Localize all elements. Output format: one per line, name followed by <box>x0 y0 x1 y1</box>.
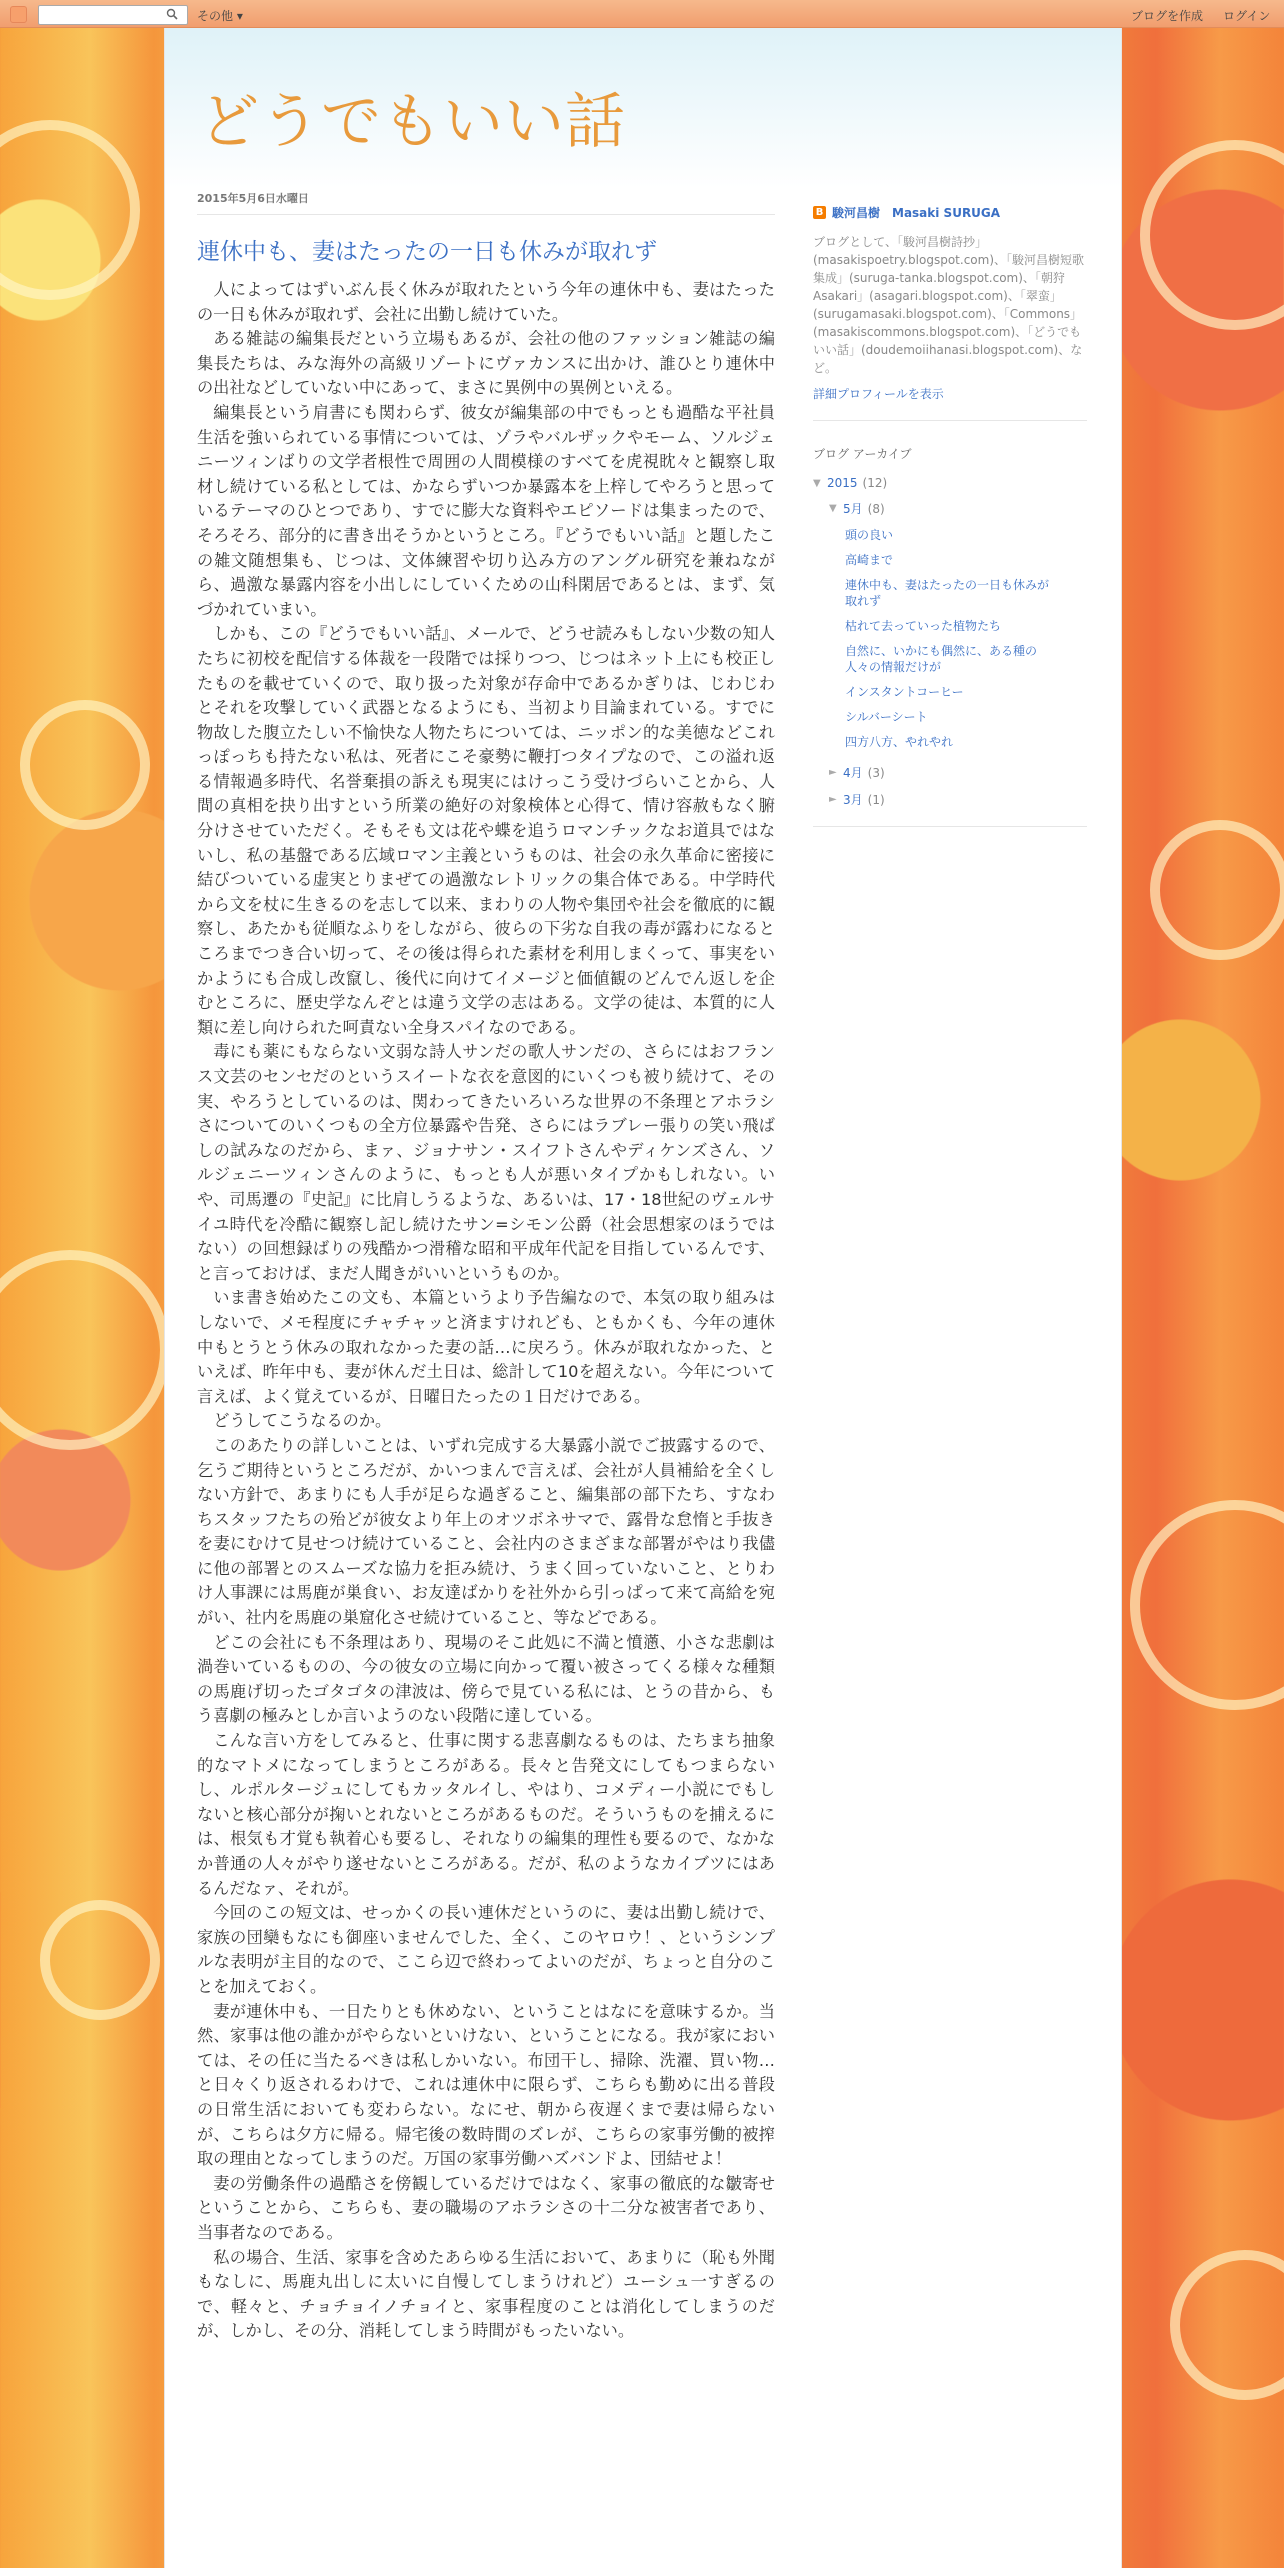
post-paragraph: しかも、この『どうでもいい話』、メールで、どうせ読みもしない少数の知人たちに初校を配信する体裁を一段階では採りつつ、じつはネット上にも校正したものを載せていくので、取り扱った対象が存命中であるかぎりは、じわじわとそれを攻撃していく武器となるようにも、当初より目論まれている。すでに物故した腹立たしい不愉快な人物たちについては、ニッポン的な美徳などこれっぽっちも持たない私は、死者にこそ豪勢に鞭打つタイプなので、この溢れ返る情報過多時代、名誉棄損の訴えも現実にはけっこう受けづらいことから、人間の真相を抉り出すという所業の絶好の対象検体と心得て、情け容赦もなく腑分けさせていただく。そもそも文は花や蝶を追うロマンチックなお道具ではないし、私の基盤である広域ロマン主義というものは、社会の永久革命に密接に結びついている虚実とりまぜての過激なレトリックの集合体である。中学時代から文を杖に生きるのを志して以来、まわりの人物や集団や社会を徹底的に観察し、あたかも従順なふりをしながら、彼らの下劣な自我の毒が露わになるところまでつき合い切って、その後は得られた素材を利用しまくって、事実をいかようにも合成し改竄し、後代に向けてイメージと価値観のどんでん返しを企むところに、歴史学なんぞとは違う文学の志はある。文学の徒は、本質的に人類に差し向けられた呵責ない全身スパイなのである。 <box>197 624 775 1037</box>
background-swirl <box>0 1250 170 1450</box>
post-paragraph: いま書き始めたこの文も、本篇というより予告編なので、本気の取り組みはしないで、メモ程度にチャチャッと済ますけれども、ともかくも、今年の連休中もとうとう休みの取れなかった妻の話…に戻ろう。休みが取れなかった、といえば、昨年中も、妻が休んだ土日は、総計して10を超えない。今年について言えば、よく覚えているが、日曜日たったの１日だけである。 <box>197 1288 775 1406</box>
divider <box>813 826 1087 827</box>
archive-post-link[interactable]: 枯れて去っていった植物たち <box>845 619 1002 633</box>
blogger-navbar <box>0 0 1284 28</box>
archive-month-april[interactable] <box>829 764 1087 781</box>
profile-name[interactable] <box>813 204 1087 221</box>
archive-post-link[interactable]: 自然に、いかにも偶然に、ある種の人々の情報だけが <box>845 644 1038 674</box>
archive-count: (3) <box>867 765 885 780</box>
archive-count: (1) <box>867 792 885 807</box>
post-paragraph: どこの会社にも不条理はあり、現場のそこ此処に不満と憤懣、小さな悲劇は渦巻いているものの、今の彼女の立場に向かって覆い被さってくる様々な種類の馬鹿げ切ったゴタゴタの津波は、傍らで見ている私には、とうの昔から、もう喜劇の極みとしか言いようのない段階に達している。 <box>197 1632 775 1726</box>
blogger-icon: B <box>813 206 826 219</box>
post-paragraph: 毒にも薬にもならない文弱な詩人サンだの歌人サンだの、さらにはおフランス文芸のセンセだのというスイートな衣を意図的にいくつも被り続けて、その実、やろうとしているのは、関わってきたいろいろな世界の不条理とアホラシさについてのいくつもの全方位暴露や告発、さらにはラブレー張りの笑い飛ばしの試みなのだから、まァ、ジョナサン・スイフトさんやディケンズさん、ソルジェニーツィンさんのように、もっとも人が悪いタイプかもしれない。いや、司馬遷の『史記』に比肩しうるような、あるいは、17・18世紀のヴェルサイユ時代を冷酷に観察し記し続けたサン=シモン公爵（社会思想家のほうではない）の回想録ばりの残酷かつ滑稽な昭和平成年代記を目指しているんです、と言っておけば、まだ人聞きがいいというものか。 <box>197 1042 775 1283</box>
profile-description: ブログとして、「駿河昌樹詩抄」(masakispoetry.blogspot.com)、「駿河昌樹短歌集成」(suruga-tanka.blogspot.com)、「朝狩Asakari」(asagari.blogspot.com)、「翠蛮」(surugamasaki.blogspot.com)、「Commons」(masakiscommons.blogspot.com)、「どうでもいい話」(doudemoiihanasi.blogspot.com)、など。 <box>813 235 1085 375</box>
post-paragraph: こんな言い方をしてみると、仕事に関する悲喜劇なるものは、たちまち抽象的なマトメになってしまうところがある。長々と告発文にしてもつまらないし、ルポルタージュにしてもカッタルイし、やはり、コメディー小説にでもしないと核心部分が掬いとれないところがあるものだ。そういうものを捕えるには、根気も才覚も執着心も要るし、それなりの編集的理性も要るので、なかなか普通の人々がやり遂せないところがある。だが、私のようなカイブツにはあるんだなァ、それが。 <box>197 1731 775 1898</box>
background-swirl <box>1170 2250 1284 2400</box>
background-swirl <box>1140 140 1284 330</box>
archive-post-link[interactable]: 四方八方、やれやれ <box>845 735 954 749</box>
view-profile-link[interactable]: 詳細プロフィールを表示 <box>813 387 944 401</box>
archive-post-link[interactable]: 高崎まで <box>845 553 894 567</box>
archive-post-link[interactable]: 頭の良い <box>845 528 894 542</box>
background-swirl <box>1150 820 1284 960</box>
background-swirl <box>0 120 140 300</box>
post-paragraph: このあたりの詳しいことは、いずれ完成する大暴露小説でご披露するので、乞うご期待というところだが、かいつまんで言えば、会社が人員補給を全くしない方針で、あまりにも人手が足らな過ぎること、編集部の部下たち、すなわちスタッフたちの殆どが彼女より年上のオツボネサマで、露骨な怠惰と手抜きを妻にむけて見せつけ続けていること、会社内のさまざまな部署がやはり我儘に他の部署とのスムーズな協力を拒み続け、うまく回っていないこと、とりわけ人事課には馬鹿が巣食い、お友達ばかりを社外から引っぱって来て高給を宛がい、社内を馬鹿の巣窟化させ続けていること、等などである。 <box>197 1435 775 1628</box>
blog-container <box>164 28 1122 2568</box>
main-column <box>197 190 775 2344</box>
more-menu-label: その他 <box>197 9 234 23</box>
sidebar <box>813 204 1087 851</box>
blog-header <box>165 28 1121 188</box>
more-menu[interactable] <box>197 7 243 24</box>
background-swirl <box>40 1900 160 2020</box>
post-paragraph: 私の場合、生活、家事を含めたあらゆる生活において、あまりに（恥も外聞もなしに、馬鹿丸出しに太いに自慢してしまうけれど）ユーシュ一すぎるので、軽々と、チョチョイノチョイと、家事程度のことは消化してしまうのだが、しかし、その分、消耗してしまう時間がもったいない。 <box>197 2247 775 2341</box>
post-paragraph: 妻の労働条件の過酷さを傍観しているだけではなく、家事の徹底的な皺寄せということから、こちらも、妻の職場のアホラシさの十二分な被害者であり、当事者なのである。 <box>197 2173 775 2242</box>
post-paragraph: 妻が連休中も、一日たりとも休めない、ということはなにを意味するか。当然、家事は他の誰かがやらないといけない、ということになる。我が家においては、その任に当たるべきは私しかいない。布団干し、掃除、洗濯、買い物…と日々くり返されるわけで、これは連休中に限らず、こちらも勤めに出る普段の日常生活においても変わらない。なにせ、朝から夜遅くまで妻は帰らないが、こちらは夕方に帰る。帰宅後の数時間のズレが、こちらの家事労働的被搾取の理由となってしまうのだ。万国の家事労働ハズバンドよ、団結せよ！ <box>197 2001 775 2169</box>
post-paragraph: 編集長という肩書にも関わらず、彼女が編集部の中でもっとも過酷な平社員生活を強いられている事情については、ゾラやバルザックやモーム、ソルジェニーツィンばりの文学者根性で周囲の人間模様のすべてを虎視眈々と観察し取材し続けている私としては、かならずいつか暴露本を上梓してやろうと思っているテーマのひとつであり、すでに膨大な資料やエピソードは集まったので、そろそろ、部分的に書き出そうかというところ。『どうでもいい話』と題したこの雑文随想集も、じつは、文体練習や切り込み方のアングル研究を兼ねながら、過激な暴露内容を小出しにしていくための山科閑居であるとは、まず、気づかれていまい。 <box>197 402 775 619</box>
archive-title: ブログ アーカイブ <box>813 447 912 461</box>
divider <box>813 420 1087 421</box>
archive-month-label: 5月 <box>843 502 863 516</box>
toggle-closed-icon[interactable]: ► <box>829 794 837 805</box>
toggle-closed-icon[interactable]: ► <box>829 767 837 778</box>
search-icon <box>166 8 178 20</box>
archive-count: (12) <box>862 476 888 490</box>
background-swirl <box>1130 1500 1284 1710</box>
post-paragraph: 今回のこの短文は、せっかくの長い連休だというのに、妻は出勤し続けで、家族の団欒もなにも御座いませんでした、全く、このヤロウ！、というシンプルな表明が主目的なので、ここら辺で終わってよいのだが、ちょっと自分のことを加えておく。 <box>197 1903 775 1996</box>
toggle-open-icon[interactable]: ▼ <box>813 477 821 489</box>
post-paragraph: 人によってはずいぶん長く休みが取れたという今年の連休中も、妻はたったの一日も休みが取れず、会社に出勤し続けていた。 <box>197 280 775 324</box>
post-body <box>197 278 775 2344</box>
background-swirl <box>20 700 150 830</box>
toggle-open-icon[interactable]: ▼ <box>829 503 837 514</box>
chevron-down-icon: ▾ <box>236 9 243 23</box>
archive-month-label: 3月 <box>843 793 863 807</box>
create-blog-link[interactable]: ブログを作成 <box>1131 9 1204 23</box>
blogger-logo-icon[interactable] <box>10 6 27 23</box>
search-button[interactable] <box>162 5 182 23</box>
post-paragraph: どうしてこうなるのか。 <box>213 1411 392 1431</box>
archive-month-label: 4月 <box>843 766 863 780</box>
archive-post-link[interactable]: 連休中も、妻はたったの一日も休みが取れず <box>845 578 1050 608</box>
archive-year-2015[interactable] <box>813 476 1087 490</box>
archive-count: (8) <box>867 501 885 516</box>
profile-name-label: 駿河昌樹 Masaki SURUGA <box>832 206 1001 220</box>
archive-month-may[interactable] <box>829 500 1087 517</box>
post-date: 2015年5月6日水曜日 <box>197 190 775 215</box>
post-paragraph: ある雑誌の編集長だという立場もあるが、会社の他のファッション雑誌の編集長たちは、みな海外の高級リゾートにヴァカンスに出かけ、誰ひとり連休中の出社などしていない中にあって、まさに異例中の異例といえる。 <box>197 329 775 398</box>
post-title[interactable]: 連休中も、妻はたったの一日も休みが取れず <box>197 239 657 265</box>
archive-month-march[interactable] <box>829 791 1087 808</box>
archive-year-label: 2015 <box>827 476 858 490</box>
archive-post-link[interactable]: インスタントコーヒー <box>845 685 964 699</box>
blog-title[interactable]: どうでもいい話 <box>199 87 626 157</box>
login-link[interactable]: ログイン <box>1223 9 1271 23</box>
archive-post-link[interactable]: シルバーシート <box>845 710 928 724</box>
